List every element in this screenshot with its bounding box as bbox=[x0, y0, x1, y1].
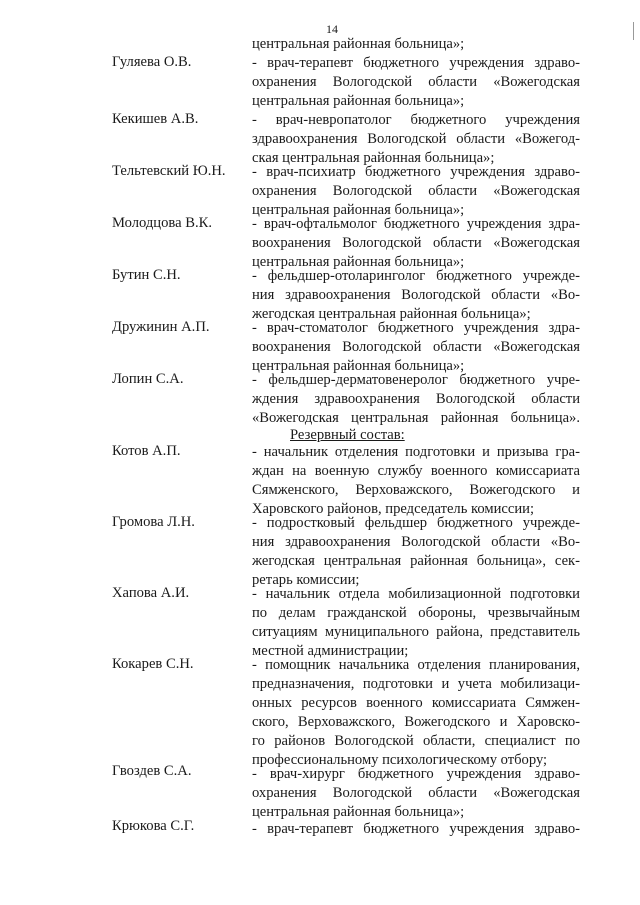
member-name: Бутин С.Н. bbox=[112, 267, 181, 283]
text-line: ситуациям муниципального района, представитель bbox=[252, 624, 580, 640]
text-line: охранения Вологодской области «Вожегодская bbox=[252, 785, 580, 801]
text-line: ретарь комиссии; bbox=[252, 572, 360, 588]
text-line: центральная районная больница»; bbox=[252, 254, 465, 270]
text-line: центральная районная больница»; bbox=[252, 358, 465, 374]
text-line: Сямженского, Верховажского, Вожегодского и bbox=[252, 482, 580, 498]
scan-edge-mark bbox=[633, 22, 634, 40]
text-line: - врач-хирург бюджетного учреждения здраво- bbox=[252, 766, 580, 782]
text-line: центральная районная больница»; bbox=[252, 93, 465, 109]
text-line: жегодская центральная районная больница»; bbox=[252, 306, 531, 322]
text-line: - врач-офтальмолог бюджетного учреждения здра- bbox=[252, 216, 580, 232]
text-line: го районов Вологодской области, специалист по bbox=[252, 733, 580, 749]
text-line: ждения здравоохранения Вологодской области bbox=[252, 391, 580, 407]
text-line: ния здравоохранения Вологодской области «Во- bbox=[252, 534, 580, 550]
text-line: - начальник отдела мобилизационной подготовки bbox=[252, 586, 580, 602]
page-number: 14 bbox=[326, 22, 338, 36]
text-line: центральная районная больница»; bbox=[252, 804, 465, 820]
text-line: - помощник начальника отделения планирования, bbox=[252, 657, 580, 673]
text-line: охранения Вологодской области «Вожегодская bbox=[252, 183, 580, 199]
text-line: «Вожегодская центральная районная больница». bbox=[252, 410, 580, 426]
member-name: Хапова А.И. bbox=[112, 585, 190, 601]
text-line: - врач-терапевт бюджетного учреждения здраво- bbox=[252, 821, 580, 837]
text-line: центральная районная больница»; bbox=[252, 202, 465, 218]
text-line: - начальник отделения подготовки и призыва гра- bbox=[252, 444, 580, 460]
text-line: - врач-терапевт бюджетного учреждения здраво- bbox=[252, 55, 580, 71]
text-line: жегодская центральная районная больница», сек- bbox=[252, 553, 580, 569]
member-name: Лопин С.А. bbox=[112, 371, 184, 387]
text-line: профессиональному психологическому отбору; bbox=[252, 752, 548, 768]
text-line: ского, Верховажского, Вожегодского и Харовско- bbox=[252, 714, 580, 730]
text-line: охранения Вологодской области «Вожегодская bbox=[252, 74, 580, 90]
text-line: - врач-стоматолог бюджетного учреждения здра- bbox=[252, 320, 580, 336]
text-line: ждан на военную службу военного комиссариата bbox=[252, 463, 580, 479]
member-name: Кокарев С.Н. bbox=[112, 656, 194, 672]
member-name: Гуляева О.В. bbox=[112, 54, 192, 70]
text-line: - врач-невропатолог бюджетного учреждения bbox=[252, 112, 580, 128]
member-name: Крюкова С.Г. bbox=[112, 818, 195, 834]
text-line: предназначения, подготовки и учета мобилизаци- bbox=[252, 676, 580, 692]
text-line: - врач-психиатр бюджетного учреждения здраво- bbox=[252, 164, 580, 180]
section-heading: Резервный состав: bbox=[290, 427, 405, 443]
member-name: Кекишев А.В. bbox=[112, 111, 199, 127]
member-name: Гвоздев С.А. bbox=[112, 763, 192, 779]
member-name: Тельтевский Ю.Н. bbox=[112, 163, 226, 179]
text-line: по делам гражданской обороны, чрезвычайным bbox=[252, 605, 580, 621]
text-line: - подростковый фельдшер бюджетного учрежде- bbox=[252, 515, 580, 531]
text-line: Харовского районов, председатель комиссии; bbox=[252, 501, 535, 517]
text-line: воохранения Вологодской области «Вожегодская bbox=[252, 339, 580, 355]
member-name: Громова Л.Н. bbox=[112, 514, 195, 530]
text-line: местной администрации; bbox=[252, 643, 409, 659]
text-line: ская центральная районная больница»; bbox=[252, 150, 495, 166]
text-line: онных ресурсов военного комиссариата Сямжен- bbox=[252, 695, 580, 711]
member-name: Молодцова В.К. bbox=[112, 215, 212, 231]
text-line: ния здравоохранения Вологодской области «Во- bbox=[252, 287, 580, 303]
text-line: центральная районная больница»; bbox=[252, 36, 465, 52]
text-line: - фельдшер-дерматовенеролог бюджетного учре- bbox=[252, 372, 580, 388]
member-name: Котов А.П. bbox=[112, 443, 181, 459]
member-name: Дружинин А.П. bbox=[112, 319, 210, 335]
text-line: - фельдшер-отоларинголог бюджетного учрежде- bbox=[252, 268, 580, 284]
text-line: воохранения Вологодской области «Вожегодская bbox=[252, 235, 580, 251]
text-line: здравоохранения Вологодской области «Вожегод- bbox=[252, 131, 580, 147]
